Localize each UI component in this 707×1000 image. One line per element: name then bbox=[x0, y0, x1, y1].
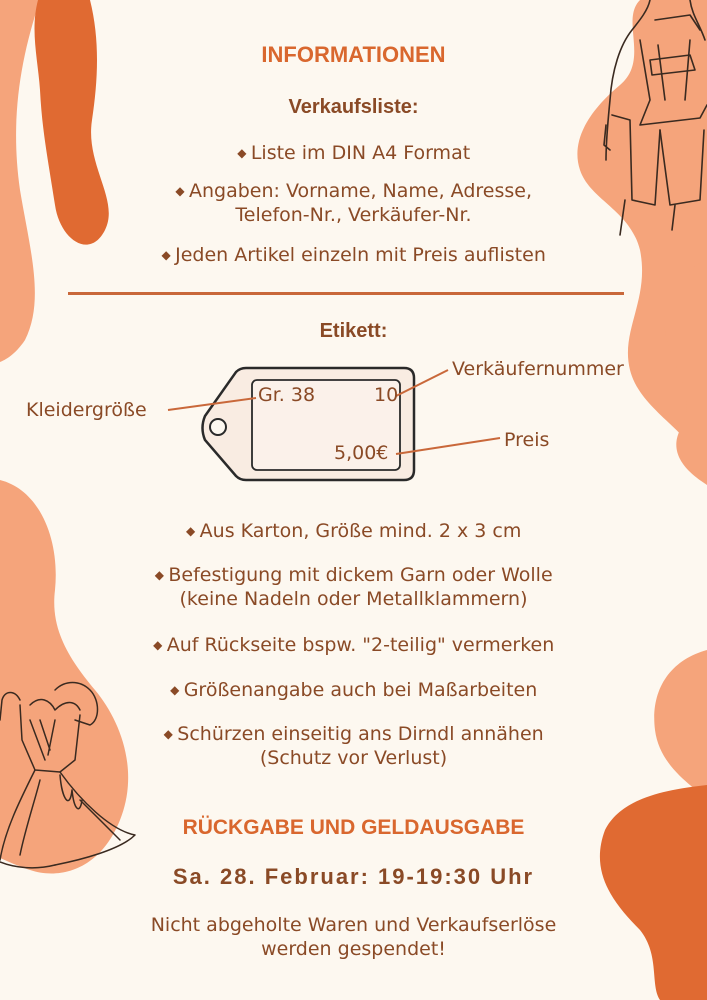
tag-price-text: 5,00€ bbox=[334, 442, 389, 464]
diamond-bullet-icon: ◆ bbox=[153, 638, 163, 652]
donation-note-line-2: werden gespendet! bbox=[261, 938, 446, 960]
label-verkaeufernummer: Verkäufernummer bbox=[452, 358, 624, 380]
list-item: ◆ Auf Rückseite bspw. "2-teilig" vermerken bbox=[153, 634, 555, 656]
list-item: ◆ Liste im DIN A4 Format bbox=[237, 142, 471, 164]
list-item: ◆ Angaben: Vorname, Name, Adresse, bbox=[175, 180, 533, 202]
section-divider bbox=[68, 292, 624, 295]
diamond-bullet-icon: ◆ bbox=[163, 727, 173, 741]
label-preis: Preis bbox=[504, 429, 550, 451]
list-item: ◆ Größenangabe auch bei Maßarbeiten bbox=[170, 679, 538, 701]
return-date-line: Sa. 28. Februar: 19-19:30 Uhr bbox=[172, 864, 535, 889]
diamond-bullet-icon: ◆ bbox=[237, 146, 247, 160]
diamond-bullet-icon: ◆ bbox=[161, 248, 171, 262]
diamond-bullet-icon: ◆ bbox=[175, 184, 185, 198]
list-item-continuation: (keine Nadeln oder Metallklammern) bbox=[179, 588, 528, 610]
list-item: ◆ Schürzen einseitig ans Dirndl annähen bbox=[163, 723, 544, 745]
section-title-rueckgabe: RÜCKGABE UND GELDAUSGABE bbox=[182, 816, 525, 839]
tag-hole bbox=[210, 419, 226, 435]
list-item: ◆ Jeden Artikel einzeln mit Preis auflisten bbox=[161, 244, 546, 266]
subtitle-verkaufsliste: Verkaufsliste: bbox=[288, 96, 419, 118]
list-item: ◆ Aus Karton, Größe mind. 2 x 3 cm bbox=[186, 520, 522, 542]
diamond-bullet-icon: ◆ bbox=[186, 524, 196, 538]
tag-number-text: 10 bbox=[374, 384, 399, 406]
diamond-bullet-icon: ◆ bbox=[170, 683, 180, 697]
list-item-continuation: (Schutz vor Verlust) bbox=[259, 747, 448, 769]
list-item: ◆ Befestigung mit dickem Garn oder Wolle bbox=[154, 564, 553, 586]
tag-size-text: Gr. 38 bbox=[258, 384, 316, 406]
label-kleidergroesse: Kleidergröße bbox=[26, 399, 147, 421]
list-item-continuation: Telefon-Nr., Verkäufer-Nr. bbox=[235, 204, 472, 226]
donation-note-line-1: Nicht abgeholte Waren und Verkaufserlöse bbox=[150, 914, 557, 936]
subtitle-etikett: Etikett: bbox=[319, 320, 388, 342]
diamond-bullet-icon: ◆ bbox=[154, 568, 164, 582]
section-title-informationen: INFORMATIONEN bbox=[261, 42, 446, 67]
